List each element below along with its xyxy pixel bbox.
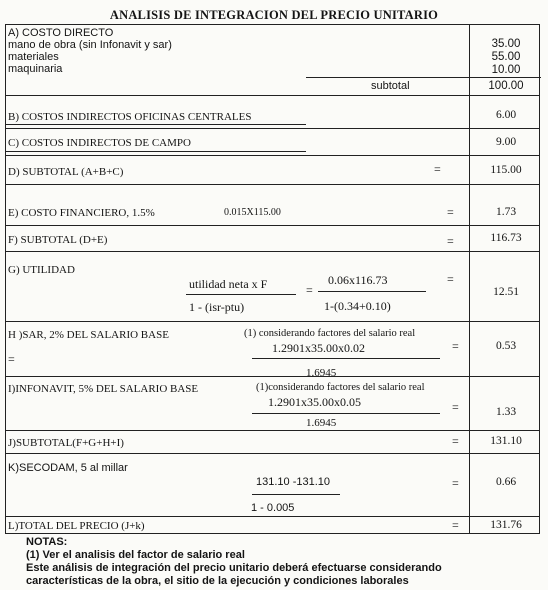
profit-label: G) UTILIDAD xyxy=(8,264,75,276)
materials-value: 55.00 xyxy=(491,51,521,63)
secodam-label: K)SECODAM, 5 al millar xyxy=(8,462,128,474)
subtotal-value-line xyxy=(469,77,541,78)
equals-sign: = xyxy=(452,339,459,353)
infonavit-value: 1.33 xyxy=(495,406,517,418)
fraction-bar xyxy=(252,413,440,414)
profit-calc-numerator: 0.06x116.73 xyxy=(328,273,388,287)
section-a-heading: A) COSTO DIRECTO xyxy=(8,27,114,39)
notes-heading: NOTAS: xyxy=(26,536,68,548)
infonavit-numerator: 1.2901x35.00x0.05 xyxy=(268,395,361,409)
indirect-field-label: C) COSTOS INDIRECTOS DE CAMPO xyxy=(8,137,191,149)
sar-denominator: 1.6945 xyxy=(306,367,337,379)
notes-line-2: Este análisis de integración del precio unitario deberá efectuarse considerando xyxy=(26,562,442,574)
indirect-field-value: 9.00 xyxy=(495,136,517,148)
equals-sign: = xyxy=(447,234,454,248)
subtotal-underline xyxy=(306,77,469,78)
materials-label: materiales xyxy=(8,51,59,63)
row-divider xyxy=(6,128,539,129)
subtotal-de-label: F) SUBTOTAL (D+E) xyxy=(8,234,108,246)
total-price-value: 131.76 xyxy=(490,519,522,531)
sar-note: (1) considerando factores del salario real xyxy=(244,328,416,339)
row-divider xyxy=(6,251,539,252)
labor-label: mano de obra (sin Infonavit y sar) xyxy=(8,39,172,51)
labor-value: 35.00 xyxy=(491,38,521,50)
equals-sign: = xyxy=(8,352,15,366)
label-underline xyxy=(6,124,306,125)
infonavit-label: I)INFONAVIT, 5% DEL SALARIO BASE xyxy=(8,383,199,395)
profit-formula-numerator: utilidad neta x F xyxy=(189,277,268,291)
machinery-label: maquinaria xyxy=(8,63,63,75)
row-divider xyxy=(6,430,539,431)
subtotal-fghi-value: 131.10 xyxy=(490,435,522,447)
subtotal-abc-value: 115.00 xyxy=(490,164,522,176)
indirect-central-label: B) COSTOS INDIRECTOS OFICINAS CENTRALES xyxy=(8,111,252,123)
equals-sign: = xyxy=(447,205,454,219)
infonavit-denominator: 1.6945 xyxy=(306,417,337,429)
equals-sign: = xyxy=(452,400,459,414)
page-title: ANALISIS DE INTEGRACION DEL PRECIO UNITARIO xyxy=(109,8,439,22)
subtotal-abc-label: D) SUBTOTAL (A+B+C) xyxy=(8,166,124,178)
price-analysis-table xyxy=(5,24,540,534)
subtotal-value: 100.00 xyxy=(488,80,524,92)
equals-sign: = xyxy=(452,434,459,448)
secodam-value: 0.66 xyxy=(495,476,517,488)
financial-cost-label: E) COSTO FINANCIERO, 1.5% xyxy=(8,207,155,219)
profit-value: 12.51 xyxy=(493,286,519,298)
profit-calc-denominator: 1-(0.34+0.10) xyxy=(324,299,391,313)
fraction-bar xyxy=(252,358,440,359)
row-divider xyxy=(6,155,539,156)
infonavit-note: (1)considerando factores del salario real xyxy=(256,382,425,393)
financial-cost-calc: 0.015X115.00 xyxy=(224,207,281,218)
fraction-bar xyxy=(318,291,426,292)
subtotal-fghi-label: J)SUBTOTAL(F+G+H+I) xyxy=(8,437,124,449)
secodam-denominator: 1 - 0.005 xyxy=(251,502,295,514)
row-divider xyxy=(6,453,539,454)
row-divider xyxy=(6,225,539,226)
notes-line-3: características de la obra, el sitio de la ejecución y condiciones laborales xyxy=(26,575,409,587)
fraction-bar xyxy=(186,294,296,295)
equals-sign: = xyxy=(447,272,454,286)
subtotal-de-value: 116.73 xyxy=(490,232,522,244)
row-divider xyxy=(6,321,539,322)
sar-numerator: 1.2901x35.00x0.02 xyxy=(272,341,365,355)
machinery-value: 10.00 xyxy=(491,64,521,76)
equals-sign: = xyxy=(452,518,459,532)
indirect-central-value: 6.00 xyxy=(495,109,517,121)
equals-sign: = xyxy=(434,162,441,176)
label-underline xyxy=(6,151,306,152)
row-divider xyxy=(6,95,539,96)
financial-cost-value: 1.73 xyxy=(495,206,517,218)
fraction-bar xyxy=(252,494,340,495)
row-divider xyxy=(6,516,539,517)
sar-label: H )SAR, 2% DEL SALARIO BASE xyxy=(8,329,169,341)
row-divider xyxy=(6,184,539,185)
equals-sign: = xyxy=(452,476,459,490)
sar-value: 0.53 xyxy=(495,340,517,352)
subtotal-label: subtotal xyxy=(371,80,410,92)
column-divider xyxy=(469,25,470,533)
profit-formula-denominator: 1 - (isr-ptu) xyxy=(189,300,245,314)
notes-line-1: (1) Ver el analisis del factor de salario real xyxy=(26,549,245,561)
row-divider xyxy=(6,376,539,377)
secodam-numerator: 131.10 -131.10 xyxy=(256,476,331,488)
equals-sign: = xyxy=(306,283,313,297)
total-price-label: L)TOTAL DEL PRECIO (J+k) xyxy=(8,520,145,532)
